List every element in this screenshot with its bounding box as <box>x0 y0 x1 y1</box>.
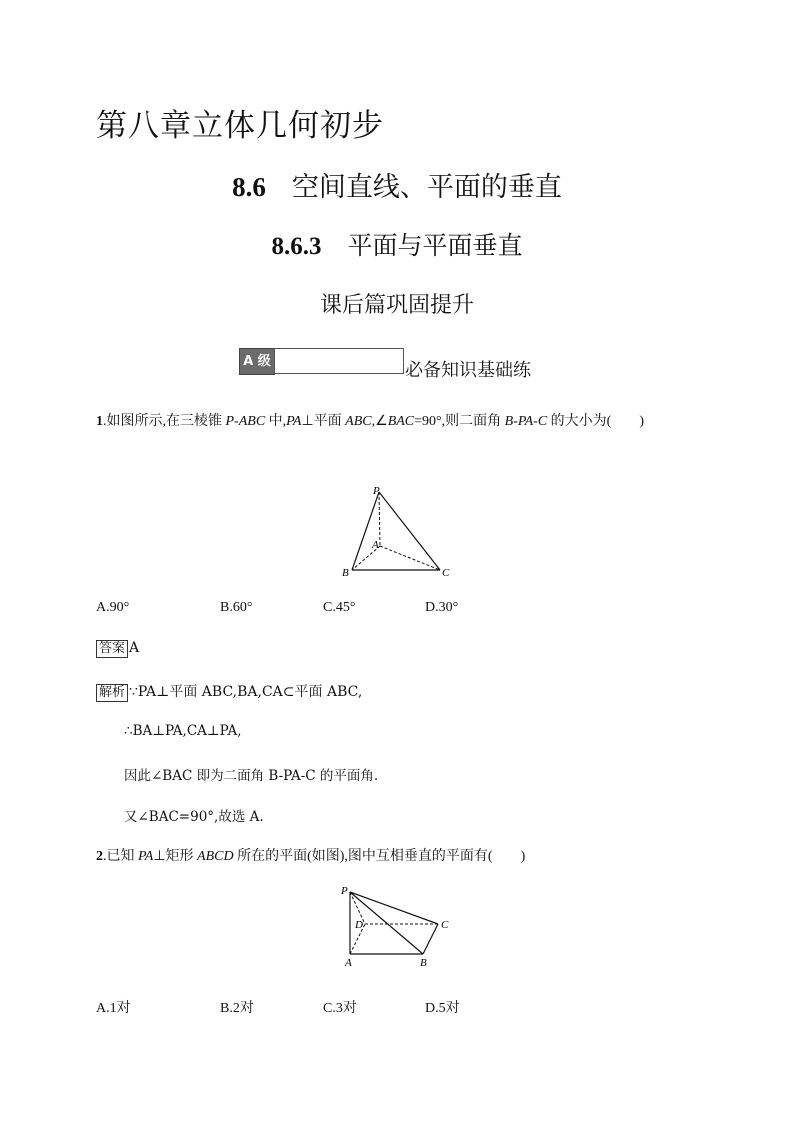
question-1-stem <box>96 410 644 430</box>
question-2-number: 2 <box>96 849 103 864</box>
analysis-line-3: 因此∠BAC 即为二面角 B-PA-C 的平面角. <box>124 768 379 784</box>
q2-text: 所在的平面(如图),图中互相垂直的平面有( ) <box>233 849 526 864</box>
label-a: A <box>372 539 379 551</box>
edge-pa <box>379 492 380 546</box>
label-c: C <box>442 567 450 579</box>
q1-var: PA <box>286 414 302 429</box>
label-b: B <box>342 567 349 579</box>
section-number: 8.6 <box>232 172 266 202</box>
label-a: A <box>345 957 352 969</box>
q1-text: ⊥平面 <box>301 414 346 429</box>
level-title: 必备知识基础练 <box>405 360 531 381</box>
q1-option-b[interactable]: B.60° <box>220 600 253 615</box>
q2-option-a[interactable]: A.1对 <box>96 1001 131 1016</box>
edge-pb <box>352 492 379 570</box>
q2-option-c[interactable]: C.3对 <box>323 1001 357 1016</box>
after-class-title: 课后篇巩固提升 <box>319 293 474 318</box>
q1-text: .如图所示,在三棱锥 <box>103 414 226 429</box>
q1-var: P-ABC <box>225 414 266 429</box>
level-badge: A 级 <box>239 348 275 375</box>
analysis-line-4: 又∠BAC=90°,故选 A. <box>124 809 264 825</box>
q1-analysis <box>96 681 362 702</box>
q2-var: PA <box>138 849 154 864</box>
label-p: P <box>341 885 348 897</box>
q1-text: 中, <box>265 414 287 429</box>
subsection-heading <box>0 226 794 262</box>
subsection-title: 平面与平面垂直 <box>347 231 523 260</box>
level-box <box>274 348 404 374</box>
q1-text: ,∠ <box>371 414 388 429</box>
q1-var: BAC <box>387 414 415 429</box>
label-c: C <box>441 919 449 931</box>
q1-option-c[interactable]: C.45° <box>323 600 356 615</box>
edge-bc <box>423 924 438 954</box>
section-title: 空间直线、平面的垂直 <box>291 172 562 203</box>
rectangle-pyramid-figure <box>335 884 460 969</box>
q2-option-d[interactable]: D.5对 <box>425 1001 460 1016</box>
q1-text: =90°,则二面角 <box>414 414 505 429</box>
subsection-number: 8.6.3 <box>271 233 322 260</box>
question-2-stem <box>96 845 525 865</box>
analysis-line-2: ∴BA⊥PA,CA⊥PA, <box>124 723 242 739</box>
chapter-title: 第八章立体几何初步 <box>96 108 384 144</box>
analysis-line-1: ∵PA⊥平面 ABC,BA,CA⊂平面 ABC, <box>129 684 363 700</box>
section-heading <box>0 165 794 204</box>
q1-option-d[interactable]: D.30° <box>425 600 459 615</box>
pyramid-figure <box>335 482 465 582</box>
label-d: D <box>355 919 363 931</box>
analysis-tag: 解析 <box>96 684 128 702</box>
q1-option-a[interactable]: A.90° <box>96 600 130 615</box>
answer-tag: 答案 <box>96 640 128 658</box>
q1-var: B-PA-C <box>504 414 548 429</box>
q2-text: .已知 <box>103 849 138 864</box>
q2-var: ABCD <box>197 849 234 864</box>
label-p: P <box>373 485 380 497</box>
q1-text: 的大小为( ) <box>547 414 644 429</box>
q2-text: ⊥矩形 <box>153 849 198 864</box>
label-b: B <box>420 957 427 969</box>
q1-var: ABC <box>345 414 372 429</box>
answer-value: A <box>129 640 140 656</box>
q1-answer <box>96 640 139 658</box>
q2-option-b[interactable]: B.2对 <box>220 1001 254 1016</box>
question-1-number: 1 <box>96 414 103 429</box>
